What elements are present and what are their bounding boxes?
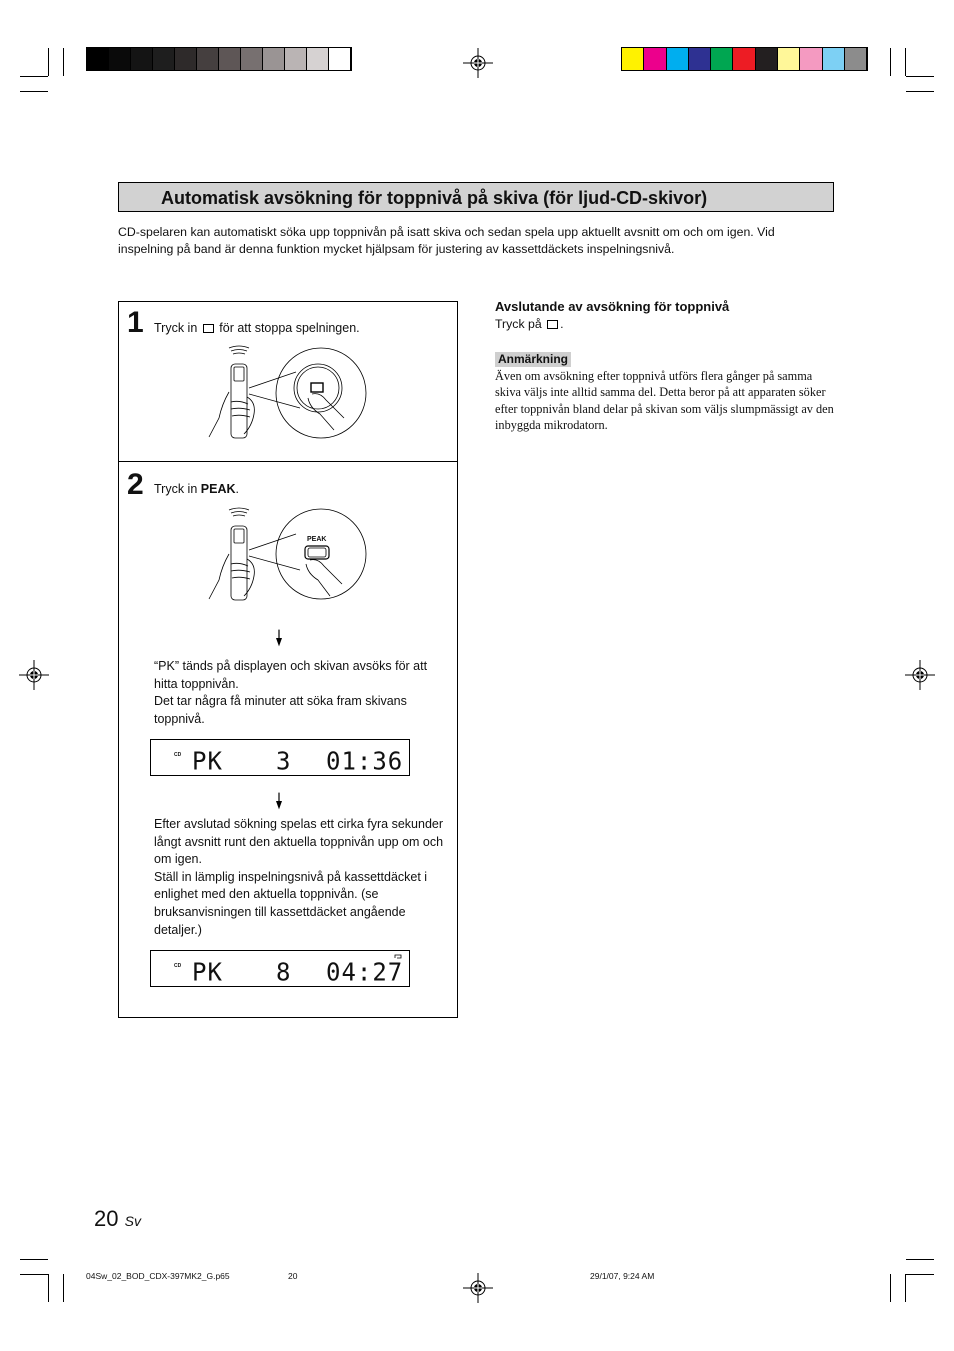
crop-mark bbox=[20, 76, 48, 77]
gray-calibration-strip bbox=[86, 47, 352, 71]
cancel-text-after: . bbox=[560, 317, 564, 331]
arrow-down-icon bbox=[276, 787, 282, 815]
step-2-repeat-line2: Ställ in lämplig inspelningsnivå på kassettdäcket i enlighet med den aktuella toppnivån. (se bruksanvisningen till kassettdäcket angående detaljer.) bbox=[154, 869, 428, 937]
peak-button-label: PEAK bbox=[307, 536, 327, 543]
step-2-result-line2: Det tar några få minuter att söka fram skivans toppnivå. bbox=[154, 694, 407, 726]
step-2-repeat-text bbox=[154, 816, 444, 939]
color-swatch bbox=[800, 48, 822, 70]
note-label: Anmärkning bbox=[495, 352, 571, 367]
step-1-instruction bbox=[154, 320, 360, 336]
lcd-time: 04:27 bbox=[326, 957, 404, 987]
lcd-display-1 bbox=[150, 739, 410, 776]
note-text: Även om avsökning efter toppnivå utförs flera gånger på samma skiva väljs inte alltid samma del. Detta beror på att apparaten söker efter toppnivån bland delar på skivan som väljs slumpmässigt av den inbyggda mikrodatorn. bbox=[495, 369, 834, 432]
color-swatch bbox=[285, 48, 307, 70]
color-swatch bbox=[622, 48, 644, 70]
crop-mark bbox=[20, 1274, 48, 1275]
cd-indicator: CD bbox=[174, 963, 182, 969]
crop-mark bbox=[906, 1259, 934, 1260]
color-swatch bbox=[241, 48, 263, 70]
step-2-instruction bbox=[154, 481, 239, 497]
color-swatch bbox=[153, 48, 175, 70]
cancel-text-before: Tryck på bbox=[495, 317, 542, 331]
intro-paragraph: CD-spelaren kan automatiskt söka upp toppnivån på isatt skiva och sedan spela upp aktuellt avsnitt om och om igen. Vid inspelning på band är denna funktion mycket hjälpsam för justering av kassettdäckets inspelningsnivå. bbox=[118, 225, 775, 256]
footer-date: 29/1/07, 9:24 AM bbox=[590, 1271, 655, 1281]
step-1-text-after: för att stoppa spelningen. bbox=[219, 321, 360, 335]
remote-hand-stop-illustration bbox=[204, 342, 369, 442]
registration-mark-icon bbox=[19, 660, 49, 690]
lcd-track: 3 bbox=[276, 746, 292, 776]
color-swatch bbox=[109, 48, 131, 70]
step-2-result-line1: “PK” tänds på displayen och skivan avsöks för att hitta toppnivån. bbox=[154, 659, 428, 691]
registration-mark-icon bbox=[463, 48, 493, 78]
step-number: 1 bbox=[127, 306, 144, 339]
cd-indicator: CD bbox=[174, 752, 182, 758]
step-2-peak-label: PEAK bbox=[200, 482, 236, 496]
color-calibration-strip bbox=[621, 47, 868, 71]
crop-mark bbox=[890, 1274, 891, 1302]
step-2-text-after: . bbox=[235, 482, 239, 496]
cancel-instruction bbox=[495, 317, 564, 331]
crop-mark bbox=[48, 1274, 49, 1302]
crop-mark bbox=[906, 1274, 934, 1275]
crop-mark bbox=[48, 48, 49, 76]
color-swatch bbox=[197, 48, 219, 70]
color-swatch bbox=[263, 48, 285, 70]
registration-mark-icon bbox=[463, 1273, 493, 1303]
remote-hand-peak-illustration bbox=[204, 504, 369, 604]
lcd-display-2 bbox=[150, 950, 410, 987]
color-swatch bbox=[175, 48, 197, 70]
step-1-box bbox=[118, 301, 458, 462]
stop-square-icon bbox=[203, 324, 214, 333]
color-swatch bbox=[329, 48, 351, 70]
page-title: Automatisk avsökning för toppnivå på skiva (för ljud-CD-skivor) bbox=[161, 188, 708, 208]
color-swatch bbox=[778, 48, 800, 70]
color-swatch bbox=[131, 48, 153, 70]
stop-square-icon bbox=[547, 320, 558, 329]
crop-mark bbox=[20, 91, 48, 92]
color-swatch bbox=[87, 48, 109, 70]
color-swatch bbox=[711, 48, 733, 70]
color-swatch bbox=[845, 48, 867, 70]
step-2-text-before: Tryck in bbox=[154, 482, 198, 496]
crop-mark bbox=[20, 1259, 48, 1260]
crop-mark bbox=[906, 76, 934, 77]
registration-mark-icon bbox=[905, 660, 935, 690]
lcd-time: 01:36 bbox=[326, 746, 404, 776]
footer-file: 04Sw_02_BOD_CDX-397MK2_G.p65 bbox=[86, 1271, 230, 1281]
section-heading: Avslutande av avsökning för toppnivå bbox=[495, 299, 730, 314]
crop-mark bbox=[905, 1274, 906, 1302]
color-swatch bbox=[667, 48, 689, 70]
page-number-value: 20 bbox=[94, 1206, 119, 1231]
step-2-result-text bbox=[154, 658, 444, 728]
color-swatch bbox=[644, 48, 666, 70]
crop-mark bbox=[906, 91, 934, 92]
footer-page: 20 bbox=[288, 1271, 298, 1281]
arrow-down-icon bbox=[276, 624, 282, 652]
color-swatch bbox=[689, 48, 711, 70]
page-number bbox=[94, 1206, 141, 1232]
lcd-mode: PK bbox=[192, 957, 223, 987]
crop-mark bbox=[905, 48, 906, 76]
color-swatch bbox=[756, 48, 778, 70]
color-swatch bbox=[823, 48, 845, 70]
page-language: Sv bbox=[124, 1213, 141, 1229]
crop-mark bbox=[63, 1274, 64, 1302]
color-swatch bbox=[733, 48, 755, 70]
step-2-box bbox=[118, 461, 458, 1018]
section-title-bar bbox=[118, 182, 834, 212]
crop-mark bbox=[890, 48, 891, 76]
step-1-text-before: Tryck in bbox=[154, 321, 198, 335]
lcd-track: 8 bbox=[276, 957, 292, 987]
lcd-mode: PK bbox=[192, 746, 223, 776]
step-number: 2 bbox=[127, 468, 144, 501]
color-swatch bbox=[307, 48, 329, 70]
color-swatch bbox=[219, 48, 241, 70]
step-2-repeat-line1: Efter avslutad sökning spelas ett cirka fyra sekunder långt avsnitt runt den aktuella toppnivån upp om och om igen. bbox=[154, 817, 444, 867]
crop-mark bbox=[63, 48, 64, 76]
